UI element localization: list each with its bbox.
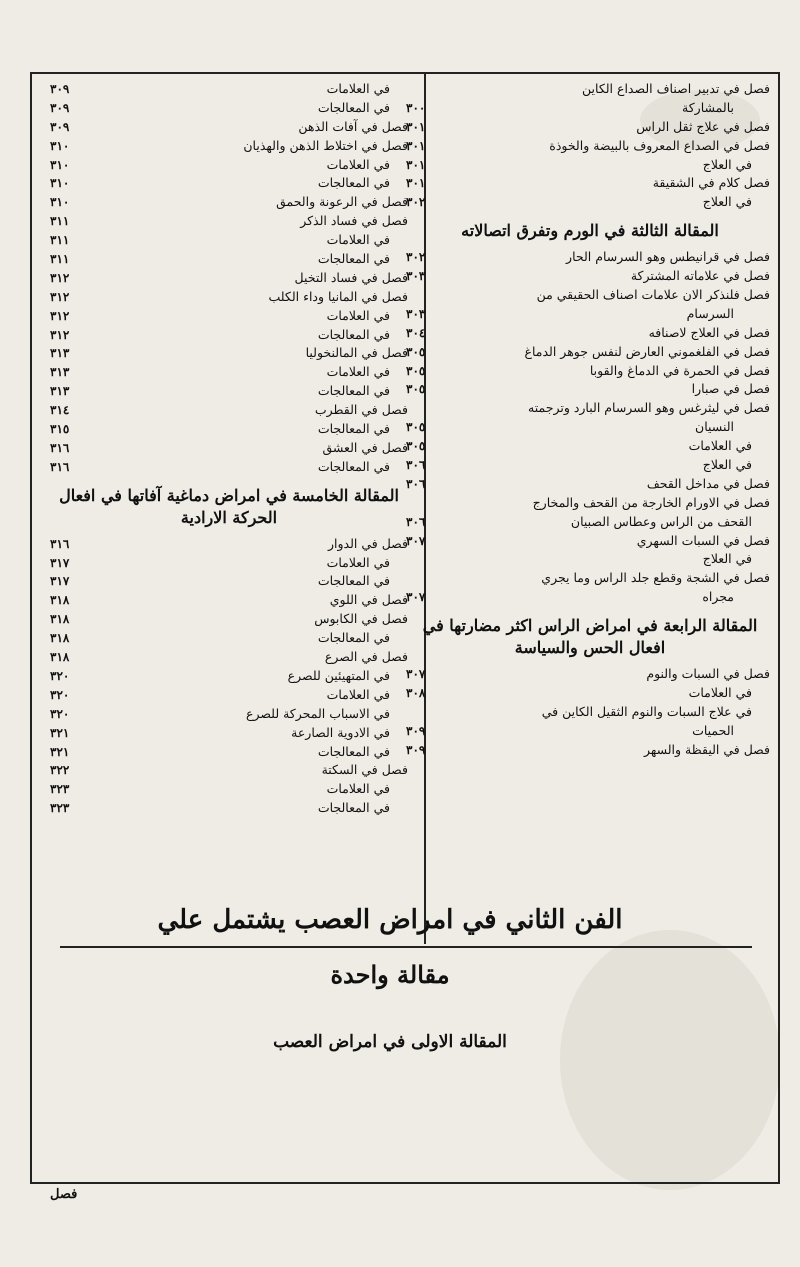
toc-entry <box>406 343 770 362</box>
page-number: ٣٠١ <box>406 176 426 191</box>
entry-title: في العلامات <box>326 364 390 380</box>
toc-entry <box>410 80 770 99</box>
toc-entry <box>406 741 770 760</box>
page-number: ٣٠٢ <box>406 195 426 210</box>
entry-title: فصل في صبارا <box>691 381 770 397</box>
page-number: ٣٠٨ <box>406 686 426 701</box>
page-number: ٣١٢ <box>50 289 70 304</box>
toc-entry <box>50 99 408 118</box>
toc-entry <box>406 267 770 286</box>
page-number: ٣١٤ <box>50 403 70 418</box>
entry-title: فصل في السكتة <box>321 762 408 778</box>
page-number: ٣٠٢ <box>406 250 426 265</box>
toc-entry <box>50 610 408 629</box>
entry-title: فصل في العلاج لاصنافه <box>648 324 770 340</box>
entry-title: في المعالجات <box>317 800 390 816</box>
page-number: ٣٠٥ <box>406 420 426 435</box>
entry-title: فصل في اللوي <box>329 592 408 608</box>
toc-entry <box>406 324 770 343</box>
part-subtitle: مقالة واحدة <box>330 960 450 989</box>
left-rows-a <box>50 80 408 477</box>
page-number: ٣١٢ <box>50 308 70 323</box>
entry-title: مجراه <box>702 589 734 605</box>
toc-entry <box>50 591 408 610</box>
toc-entry <box>50 231 408 250</box>
page-number: ٣٠٩ <box>50 100 70 115</box>
entry-title: فصل في الحمرة في الدماغ والقوبا <box>589 362 770 378</box>
entry-title: في العلامات <box>326 686 390 702</box>
entry-title: في العلاج <box>702 457 752 473</box>
page-number: ٣٠٩ <box>406 742 426 757</box>
page-number: ٣١٨ <box>50 593 70 608</box>
entry-title: في العلامات <box>326 81 390 96</box>
page-number: ٣٠٣ <box>406 306 426 321</box>
toc-entry <box>406 437 770 456</box>
toc-entry <box>50 174 408 193</box>
toc-entry <box>406 118 770 137</box>
entry-title: فصل في اليقظة والسهر <box>643 741 770 757</box>
toc-entry <box>406 456 770 475</box>
entry-title: في العلاج <box>702 156 752 172</box>
entry-title: في الاسباب المحركة للصرع <box>245 705 390 721</box>
entry-title: في العلامات <box>688 438 752 454</box>
toc-entry <box>50 780 408 799</box>
page-number: ٣١٣ <box>50 365 70 380</box>
entry-title: النسيان <box>695 419 734 435</box>
page-number: ٣١٦ <box>50 440 70 455</box>
page-number: ٣٠٩ <box>50 82 70 96</box>
page-number: ٣٠٦ <box>406 476 426 491</box>
toc-entry <box>50 648 408 667</box>
toc-entry <box>50 686 408 705</box>
section-heading-3: المقالة الثالثة في الورم وتفرق اتصالاته <box>461 221 719 241</box>
entry-title: فصل في الاورام الخارجة من القحف والمخارج <box>532 494 770 510</box>
page-number: ٣٠٧ <box>406 533 426 548</box>
entry-title: في المعالجات <box>317 630 390 646</box>
page-number: ٣٠٧ <box>406 590 426 605</box>
first-chapter-title: المقالة الاولى في امراض العصب <box>273 1032 507 1052</box>
page-number: ٣٢٠ <box>50 668 70 683</box>
entry-title: في علاج السبات والنوم الثقيل الكاين في <box>541 703 752 719</box>
toc-entry <box>410 550 770 569</box>
catchword: فصل <box>50 1187 78 1202</box>
toc-entry <box>50 363 408 382</box>
entry-title: فصل في الدوار <box>327 535 408 551</box>
toc-entry <box>50 743 408 762</box>
toc-entry <box>50 420 408 439</box>
entry-title: فصل في القطرب <box>314 402 408 418</box>
entry-title: فصل في العشق <box>322 439 408 455</box>
toc-entry <box>406 248 770 267</box>
toc-entry <box>410 569 770 588</box>
page-number: ٣٠٧ <box>406 667 426 682</box>
entry-title: السرسام <box>686 305 734 321</box>
entry-title: فصل في السبات والنوم <box>646 666 770 682</box>
page-number: ٣١٧ <box>50 555 70 570</box>
toc-entry <box>406 684 770 703</box>
page-number: ٣١٨ <box>50 631 70 646</box>
toc-entry <box>50 344 408 363</box>
page-number: ٣٢٣ <box>50 782 70 797</box>
entry-title: في الادوية الصارعة <box>291 724 390 740</box>
entry-title: فصل في الكابوس <box>314 611 408 627</box>
entry-title: فصل في فساد التخيل <box>294 269 408 285</box>
page-number: ٣١٨ <box>50 612 70 627</box>
toc-entry <box>406 174 770 193</box>
entry-title: في المعالجات <box>317 383 390 399</box>
right-rows-a <box>406 80 770 212</box>
entry-title: في المتهيئين للصرع <box>287 667 390 683</box>
page-number: ٣١١ <box>50 252 70 267</box>
entry-title: فصل في ليثرغس وهو السرسام البارد وترجمته <box>528 400 770 416</box>
page-number: ٣٢١ <box>50 725 70 740</box>
entry-title: في العلامات <box>326 156 390 172</box>
page-number: ٣٠٦ <box>406 458 426 473</box>
page-number: ٣٢١ <box>50 744 70 759</box>
toc-entry <box>50 458 408 477</box>
entry-title: في المعالجات <box>317 458 390 474</box>
page-number: ٣١٦ <box>50 459 70 474</box>
page-number: ٣٠٦ <box>406 514 426 529</box>
toc-entry <box>410 703 770 722</box>
toc-entry <box>410 494 770 513</box>
toc-entry <box>50 156 408 175</box>
toc-entry <box>50 799 408 818</box>
right-rows-c <box>406 665 770 759</box>
page-number: ٣١٦ <box>50 536 70 551</box>
entry-title: فصل في الصرع <box>324 649 408 665</box>
entry-title: في العلاج <box>702 194 752 210</box>
entry-title: بالمشاركة <box>682 99 734 115</box>
left-column <box>50 80 408 818</box>
page-number: ٣١١ <box>50 214 70 229</box>
toc-entry <box>406 722 770 741</box>
page-number: ٣١٠ <box>50 176 70 191</box>
divider-rule <box>60 946 752 948</box>
entry-title: فصل في الفلغموني العارض لنفس جوهر الدماغ <box>524 343 770 359</box>
page-number: ٣٠٣ <box>406 269 426 284</box>
entry-title: في المعالجات <box>317 326 390 342</box>
entry-title: فصل في الصداع المعروف بالبيضة والخوذة <box>549 137 770 153</box>
page-number: ٣٢٠ <box>50 706 70 721</box>
entry-title: في المعالجات <box>317 251 390 267</box>
toc-entry <box>406 418 770 437</box>
page-number: ٣٢٢ <box>50 763 70 778</box>
page-number: ٣٢٣ <box>50 801 70 816</box>
toc-entry <box>406 513 770 532</box>
entry-title: فصل في فساد الذكر <box>300 213 408 229</box>
entry-title: فصل في الشجة وقطع جلد الراس وما يجري <box>541 570 770 586</box>
page-number: ٣٠٩ <box>406 723 426 738</box>
toc-entry <box>50 326 408 345</box>
toc-entry <box>406 137 770 156</box>
entry-title: في المعالجات <box>317 743 390 759</box>
entry-title: الحميات <box>692 722 734 738</box>
page-number: ٣٠٥ <box>406 344 426 359</box>
toc-entry <box>406 156 770 175</box>
toc-entry <box>50 724 408 743</box>
page-number: ٣٠٤ <box>406 325 426 340</box>
entry-title: فصل في قرانيطس وهو السرسام الحار <box>566 249 770 265</box>
entry-title: فصل في السبات السهري <box>636 532 770 548</box>
page-number: ٣١١ <box>50 233 70 248</box>
entry-title: في المعالجات <box>317 175 390 191</box>
toc-entry <box>406 380 770 399</box>
entry-title: فصل في الرعونة والحمق <box>276 194 408 210</box>
entry-title: القحف من الراس وعطاس الصبيان <box>570 513 752 529</box>
entry-title: فصل في علاماته المشتركة <box>630 268 770 284</box>
page-number: ٣١٠ <box>50 138 70 153</box>
page-number: ٣١٥ <box>50 422 70 437</box>
toc-entry <box>50 629 408 648</box>
toc-entry <box>406 305 770 324</box>
page-number: ٣١٠ <box>50 157 70 172</box>
toc-entry <box>406 99 770 118</box>
page-number: ٣١٢ <box>50 327 70 342</box>
page-number: ٣١٣ <box>50 384 70 399</box>
page-number: ٣٠٩ <box>50 119 70 134</box>
toc-entry <box>50 572 408 591</box>
entry-title: في المعالجات <box>317 421 390 437</box>
left-rows-b <box>50 535 408 818</box>
page-number: ٣٠١ <box>406 157 426 172</box>
entry-title: في المعالجات <box>317 99 390 115</box>
toc-entry <box>50 288 408 307</box>
entry-title: في العلامات <box>326 554 390 570</box>
entry-title: فصل في علاج ثقل الراس <box>636 118 770 134</box>
entry-title: فصل في مداخل القحف <box>646 475 770 491</box>
entry-title: فصل في آفات الذهن <box>298 118 408 134</box>
toc-entry <box>50 193 408 212</box>
toc-entry <box>406 588 770 607</box>
toc-entry <box>50 307 408 326</box>
entry-title: فصل في اختلاط الذهن والهذيان <box>243 137 408 153</box>
toc-entry <box>410 399 770 418</box>
toc-entry <box>50 269 408 288</box>
page-number: ٣١٠ <box>50 195 70 210</box>
page-number: ٣١٣ <box>50 346 70 361</box>
page-number: ٣٢٠ <box>50 687 70 702</box>
entry-title: في العلامات <box>688 685 752 701</box>
page-number: ٣٠٥ <box>406 363 426 378</box>
page-number: ٣١٨ <box>50 650 70 665</box>
page-number: ٣٠٥ <box>406 382 426 397</box>
page-number: ٣٠١ <box>406 119 426 134</box>
page-number: ٣١٧ <box>50 574 70 589</box>
toc-entry <box>406 665 770 684</box>
toc-entry <box>50 382 408 401</box>
entry-title: فصل في تدبير اصناف الصداع الكاين <box>582 81 770 96</box>
page-number: ٣٠٠ <box>406 100 426 115</box>
entry-title: فصل فلنذكر الان علامات اصناف الحقيقي من <box>536 287 770 303</box>
entry-title: في العلامات <box>326 781 390 797</box>
toc-entry <box>50 761 408 780</box>
contents-frame <box>30 72 780 1184</box>
toc-entry <box>50 439 408 458</box>
toc-entry <box>50 212 408 231</box>
entry-title: في العلامات <box>326 232 390 248</box>
toc-entry <box>50 80 408 99</box>
right-column <box>406 80 770 760</box>
toc-entry <box>50 118 408 137</box>
section-heading-4: المقالة الرابعة في امراض الراس اكثر مضارتها في افعال الحس والسياسة <box>422 616 758 658</box>
entry-title: في العلامات <box>326 307 390 323</box>
toc-entry <box>406 362 770 381</box>
entry-title: فصل في المالنخوليا <box>305 345 408 361</box>
toc-entry <box>50 667 408 686</box>
toc-entry <box>50 535 408 554</box>
entry-title: فصل في المانيا وداء الكلب <box>268 288 408 304</box>
toc-entry <box>410 286 770 305</box>
section-heading-5: المقالة الخامسة في امراض دماغية آفاتها في افعال الحركة الارادية <box>59 485 399 527</box>
toc-entry <box>50 250 408 269</box>
page-number: ٣٠٥ <box>406 439 426 454</box>
toc-entry <box>50 554 408 573</box>
page-number: ٣١٢ <box>50 270 70 285</box>
toc-entry <box>50 705 408 724</box>
part-title: الفن الثاني في امراض العصب يشتمل علي <box>157 905 623 935</box>
entry-title: فصل كلام في الشقيقة <box>652 175 770 191</box>
right-rows-b <box>406 248 770 607</box>
toc-entry <box>50 137 408 156</box>
toc-entry <box>406 475 770 494</box>
toc-entry <box>50 401 408 420</box>
entry-title: في المعالجات <box>317 573 390 589</box>
page-number: ٣٠١ <box>406 138 426 153</box>
toc-entry <box>406 532 770 551</box>
toc-entry <box>406 193 770 212</box>
entry-title: في العلاج <box>702 551 752 567</box>
